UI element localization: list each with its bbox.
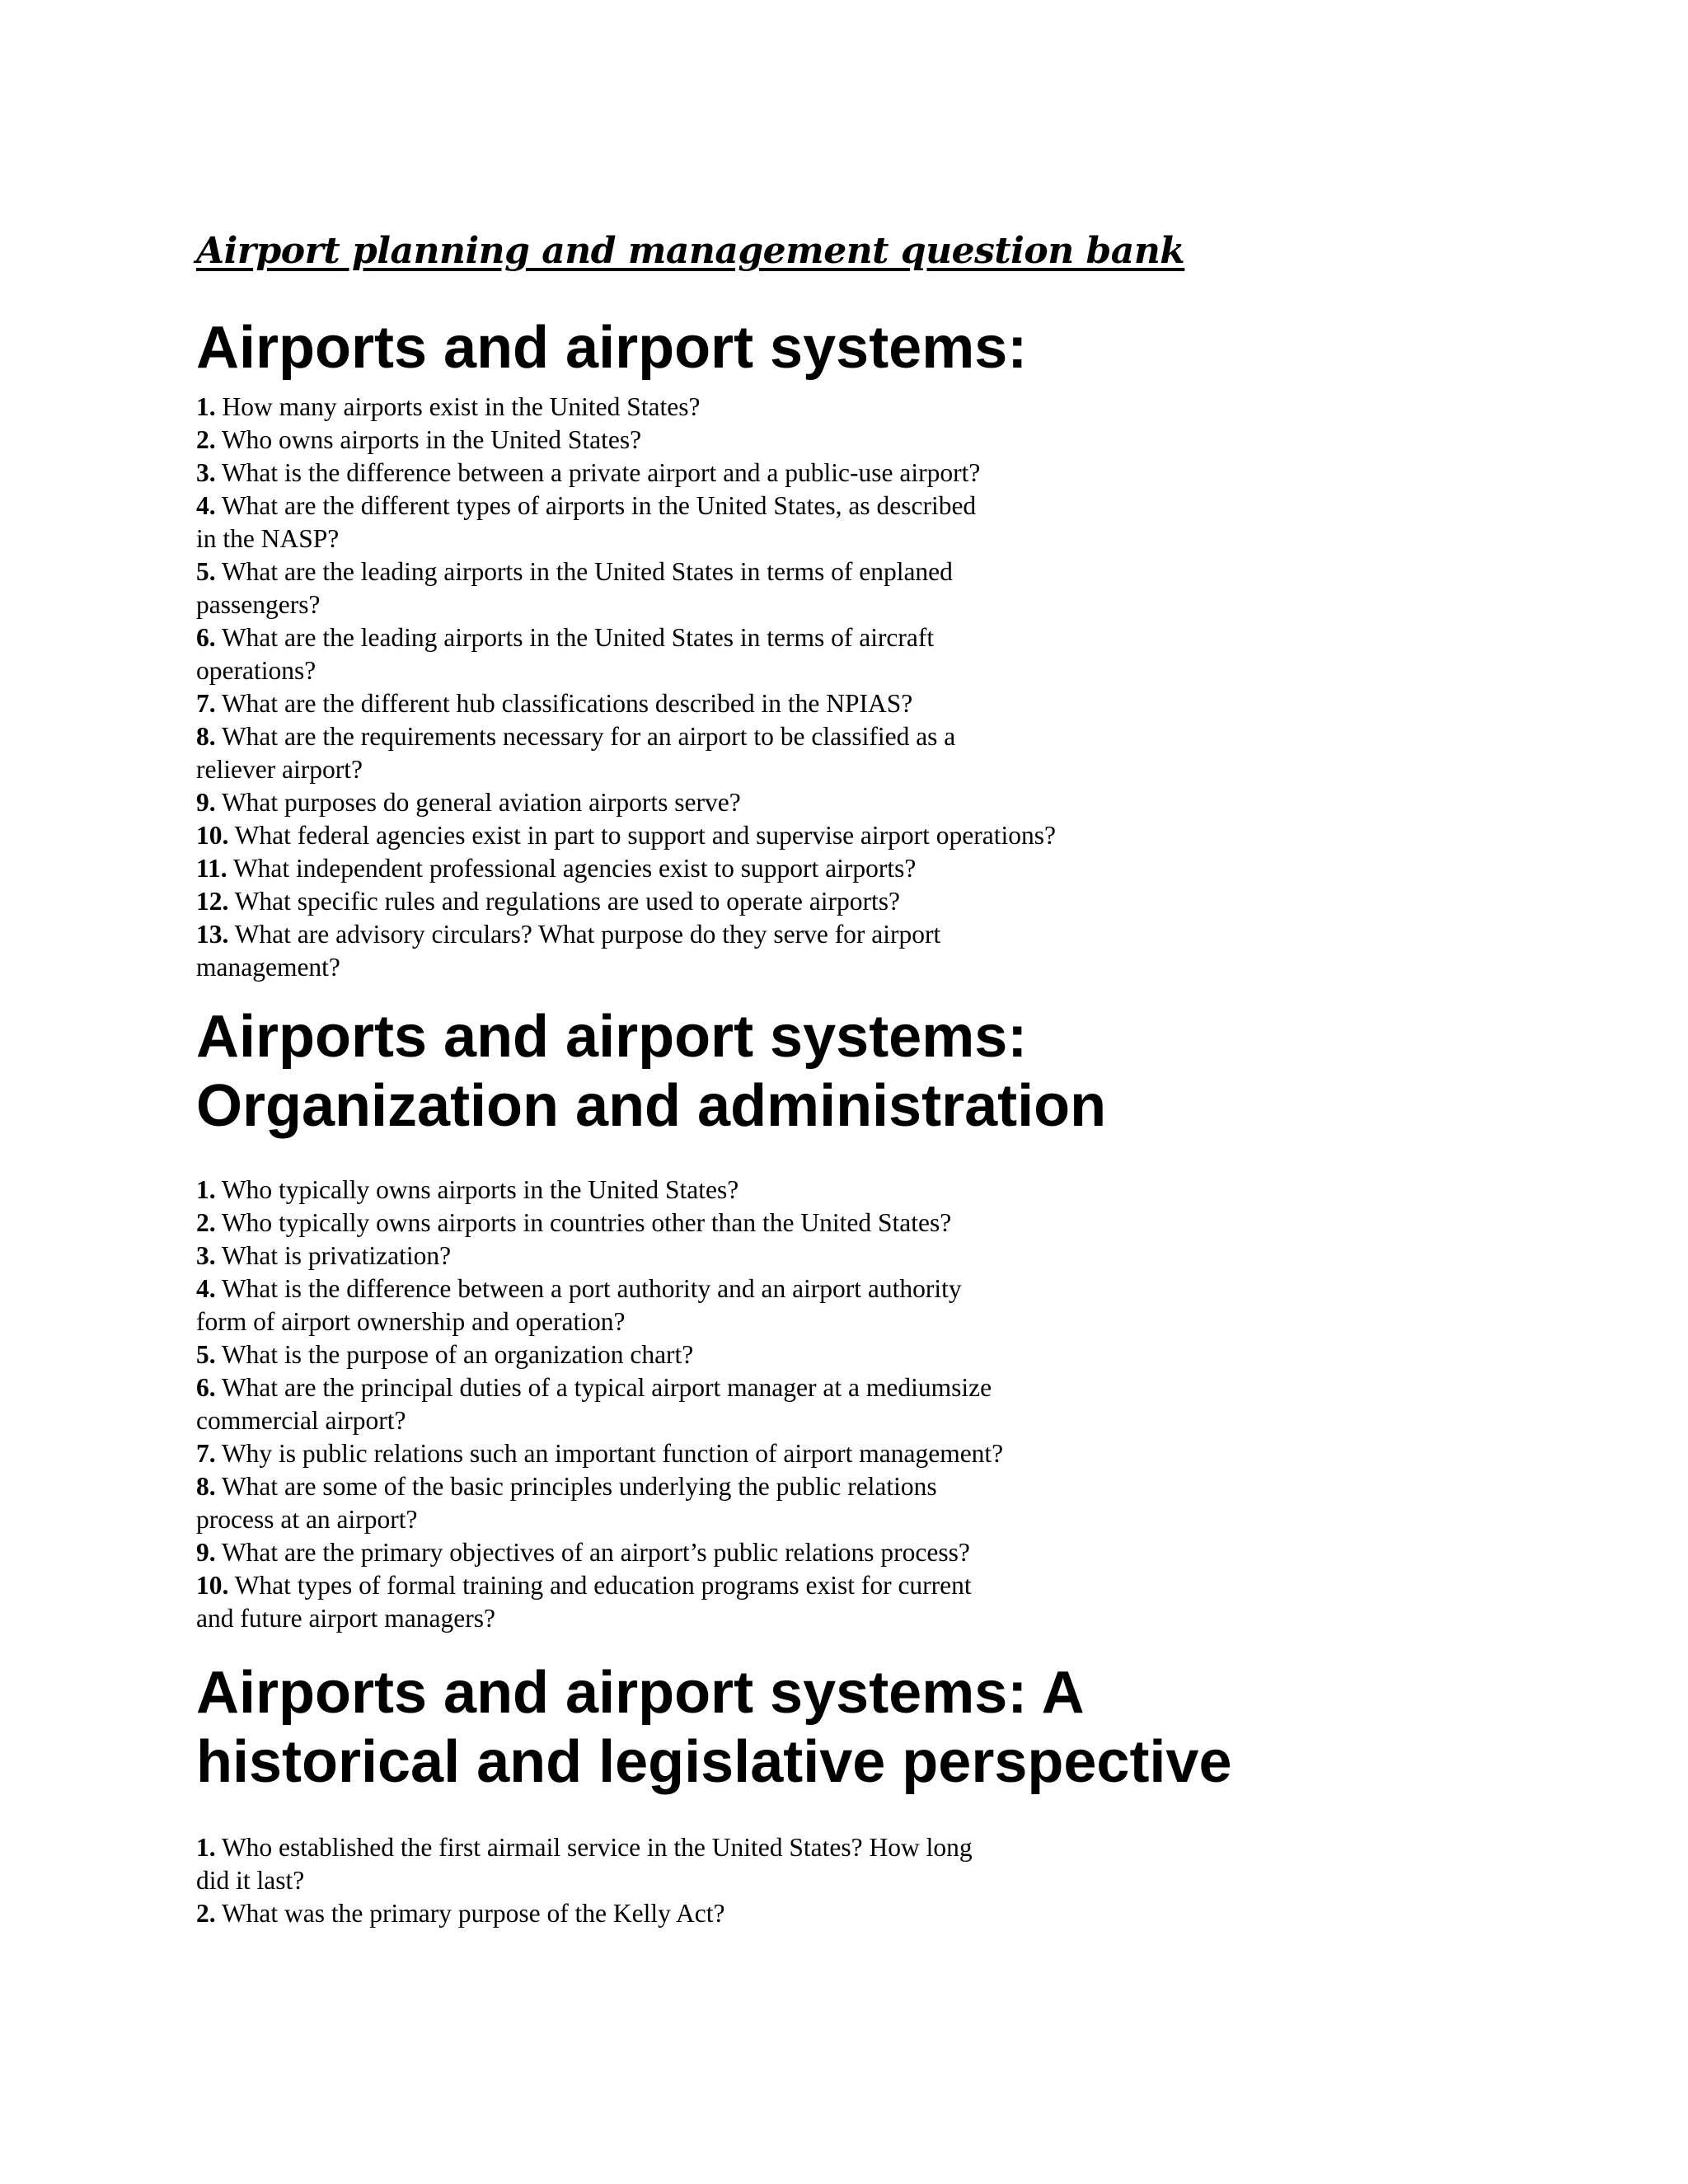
question-item bbox=[196, 621, 1235, 687]
question-number: 1. bbox=[196, 1175, 216, 1204]
question-text: Who established the first airmail service in the United States? How long bbox=[221, 1833, 973, 1862]
question-text: What was the primary purpose of the Kelly Act? bbox=[221, 1899, 725, 1928]
question-text: What independent professional agencies exist to support airports? bbox=[232, 854, 917, 883]
question-item bbox=[196, 1897, 1235, 1930]
question-item bbox=[196, 391, 1235, 424]
question-item bbox=[196, 720, 1235, 786]
question-number: 10. bbox=[196, 1571, 229, 1600]
section-heading-organization-administration bbox=[196, 1002, 1597, 1141]
question-number: 2. bbox=[196, 425, 216, 454]
question-number: 2. bbox=[196, 1899, 216, 1928]
question-number: 6. bbox=[196, 623, 216, 652]
question-text-continued: operations? bbox=[196, 656, 316, 685]
question-text: What federal agencies exist in part to support and supervise airport operations? bbox=[234, 821, 1056, 850]
question-text: Who owns airports in the United States? bbox=[221, 425, 642, 454]
question-item bbox=[196, 1831, 1235, 1897]
question-number: 3. bbox=[196, 458, 216, 487]
question-number: 4. bbox=[196, 1274, 216, 1303]
question-item bbox=[196, 1240, 1235, 1272]
question-text: What are the leading airports in the United States in terms of enplaned bbox=[221, 557, 953, 586]
question-item bbox=[196, 457, 1235, 490]
question-number: 8. bbox=[196, 722, 216, 751]
question-item bbox=[196, 1272, 1235, 1338]
question-text: What is the purpose of an organization chart? bbox=[221, 1340, 694, 1369]
question-item bbox=[196, 1207, 1235, 1240]
question-item bbox=[196, 555, 1235, 621]
question-item bbox=[196, 1338, 1235, 1371]
question-text-continued: management? bbox=[196, 953, 340, 982]
question-text: What is the difference between a port authority and an airport authority bbox=[221, 1274, 962, 1303]
question-list-airport-systems bbox=[196, 391, 1597, 984]
question-number: 8. bbox=[196, 1472, 216, 1501]
question-text-continued: reliever airport? bbox=[196, 755, 363, 784]
question-item bbox=[196, 1437, 1235, 1470]
question-text: Who typically owns airports in the United States? bbox=[221, 1175, 739, 1204]
section-heading-line: Airports and airport systems: bbox=[196, 315, 1028, 381]
question-item bbox=[196, 687, 1235, 720]
question-list-historical-legislative bbox=[196, 1831, 1597, 1930]
document-page bbox=[196, 223, 1597, 1930]
question-text: Who typically owns airports in countries other than the United States? bbox=[221, 1208, 952, 1237]
question-text: What are the requirements necessary for an airport to be classified as a bbox=[221, 722, 956, 751]
question-number: 6. bbox=[196, 1373, 216, 1402]
question-number: 9. bbox=[196, 788, 216, 817]
question-number: 13. bbox=[196, 920, 229, 949]
question-text-continued: passengers? bbox=[196, 590, 321, 619]
question-number: 12. bbox=[196, 887, 229, 916]
question-number: 11. bbox=[196, 854, 227, 883]
question-item bbox=[196, 1470, 1235, 1536]
section-heading-airport-systems bbox=[196, 313, 1597, 382]
question-list-organization-administration bbox=[196, 1174, 1597, 1635]
question-number: 4. bbox=[196, 491, 216, 520]
question-text: What specific rules and regulations are used to operate airports? bbox=[234, 887, 900, 916]
question-item bbox=[196, 885, 1235, 918]
question-number: 5. bbox=[196, 1340, 216, 1369]
question-number: 2. bbox=[196, 1208, 216, 1237]
question-item bbox=[196, 786, 1235, 819]
question-number: 5. bbox=[196, 557, 216, 586]
question-text: How many airports exist in the United States? bbox=[222, 392, 701, 421]
question-text-continued: form of airport ownership and operation? bbox=[196, 1307, 626, 1336]
question-text: What are the primary objectives of an airport’s public relations process? bbox=[221, 1538, 970, 1567]
question-number: 7. bbox=[196, 1439, 216, 1468]
section-heading-line: Airports and airport systems: bbox=[196, 1004, 1028, 1070]
section-heading-line: historical and legislative perspective bbox=[196, 1729, 1232, 1795]
question-item bbox=[196, 1174, 1235, 1207]
question-number: 7. bbox=[196, 689, 216, 718]
question-text: What are the leading airports in the United States in terms of aircraft bbox=[221, 623, 935, 652]
question-number: 9. bbox=[196, 1538, 216, 1567]
question-text-continued: in the NASP? bbox=[196, 524, 340, 553]
question-text: Why is public relations such an important function of airport management? bbox=[221, 1439, 1004, 1468]
question-item bbox=[196, 1569, 1235, 1635]
question-text: What are the principal duties of a typical airport manager at a mediumsize bbox=[221, 1373, 992, 1402]
section-heading-historical-legislative bbox=[196, 1658, 1597, 1797]
question-text: What is the difference between a private airport and a public-use airport? bbox=[221, 458, 981, 487]
question-text: What are the different types of airports in the United States, as described bbox=[221, 491, 977, 520]
question-number: 1. bbox=[196, 392, 216, 421]
question-text-continued: and future airport managers? bbox=[196, 1604, 495, 1633]
question-text: What purposes do general aviation airports serve? bbox=[221, 788, 741, 817]
question-text-continued: did it last? bbox=[196, 1866, 305, 1895]
section-heading-line: Airports and airport systems: A bbox=[196, 1660, 1085, 1726]
question-text-continued: process at an airport? bbox=[196, 1505, 418, 1534]
question-number: 10. bbox=[196, 821, 229, 850]
question-item bbox=[196, 852, 1235, 885]
question-text: What are some of the basic principles underlying the public relations bbox=[221, 1472, 937, 1501]
question-item bbox=[196, 918, 1235, 984]
question-text: What are the different hub classifications described in the NPIAS? bbox=[221, 689, 913, 718]
question-number: 3. bbox=[196, 1241, 216, 1270]
section-heading-line: Organization and administration bbox=[196, 1073, 1107, 1139]
document-title: Airport planning and management question bank bbox=[196, 230, 1185, 272]
question-number: 1. bbox=[196, 1833, 216, 1862]
question-item bbox=[196, 490, 1235, 555]
question-item bbox=[196, 424, 1235, 457]
question-text: What types of formal training and education programs exist for current bbox=[234, 1571, 972, 1600]
question-text: What are advisory circulars? What purpose do they serve for airport bbox=[234, 920, 941, 949]
question-item bbox=[196, 819, 1235, 852]
question-item bbox=[196, 1371, 1235, 1437]
question-item bbox=[196, 1536, 1235, 1569]
question-text-continued: commercial airport? bbox=[196, 1406, 406, 1435]
question-text: What is privatization? bbox=[221, 1241, 452, 1270]
